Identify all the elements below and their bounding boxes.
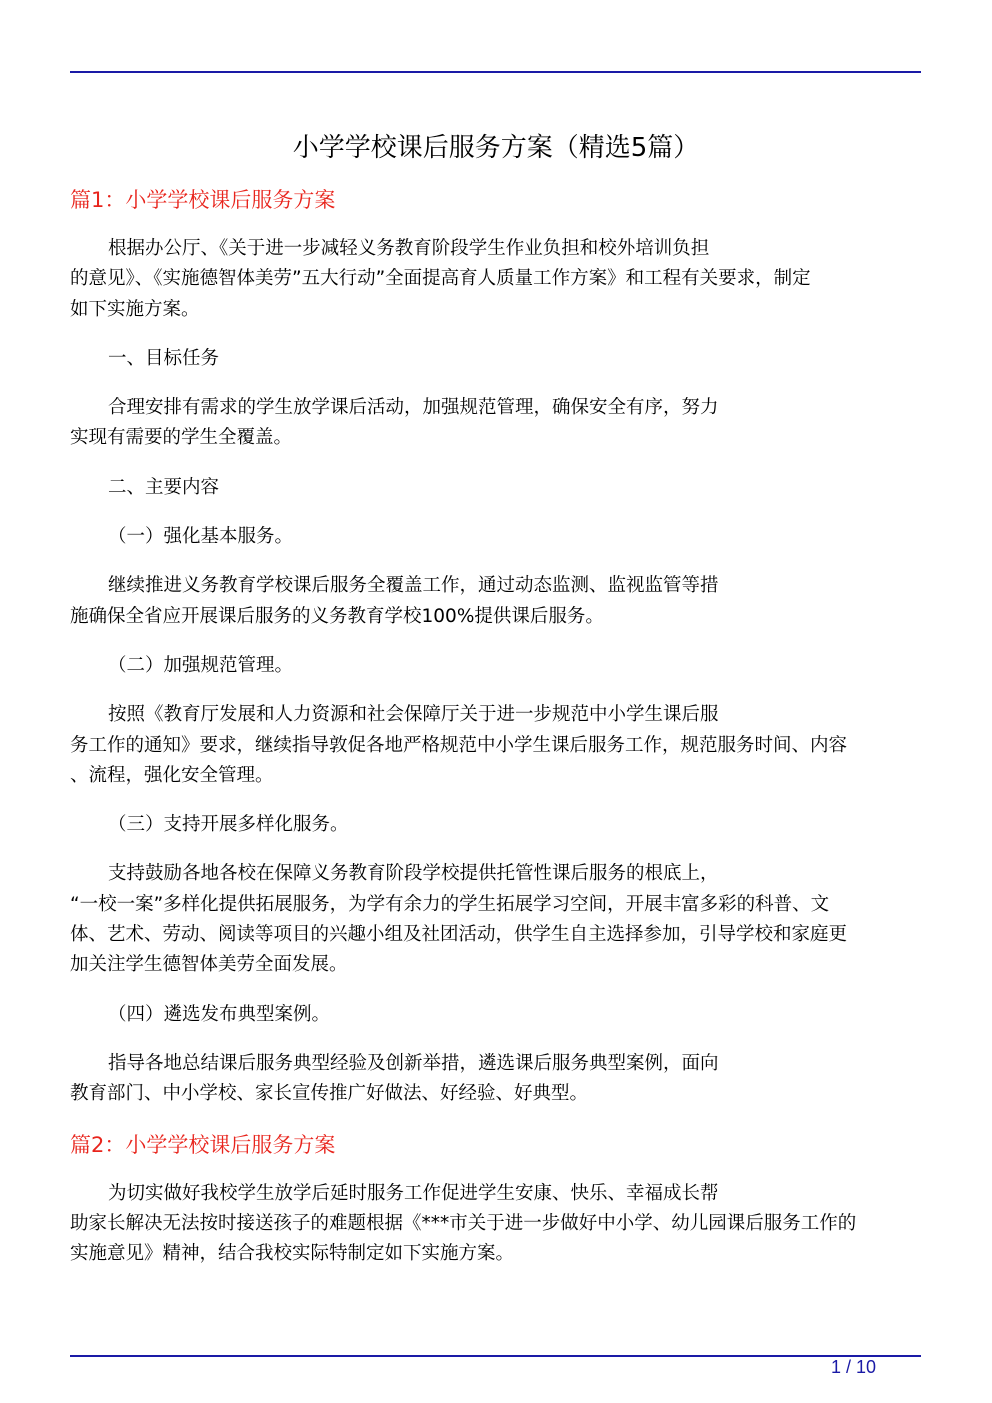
text-line: （二）加强规范管理。 xyxy=(108,654,294,676)
text-line: 体、艺术、劳动、阅读等项目的兴趣小组及社团活动，供学生自主选择参加，引导学校和家庭更 xyxy=(70,924,848,946)
text-line: 实现有需要的学生全覆盖。 xyxy=(70,427,293,449)
document-body xyxy=(70,128,922,1288)
paragraph xyxy=(70,1000,922,1030)
page-number: 1 / 10 xyxy=(830,1357,876,1377)
header-rule xyxy=(70,71,921,73)
text-line: （一）强化基本服务。 xyxy=(108,526,294,548)
text-line: 为切实做好我校学生放学后延时服务工作促进学生安康、快乐、幸福成长帮 xyxy=(108,1182,719,1204)
paragraph xyxy=(70,810,922,840)
text-line: 如下实施方案。 xyxy=(70,298,200,320)
text-line: 合理安排有需求的学生放学课后活动，加强规范管理，确保安全有序，努力 xyxy=(108,397,719,419)
document-title: 小学学校课后服务方案（精选5篇） xyxy=(292,133,700,163)
paragraph xyxy=(70,571,922,632)
paragraph xyxy=(70,473,922,503)
text-line: 务工作的通知》要求，继续指导敦促各地严格规范中小学生课后服务工作，规范服务时间、内容 xyxy=(70,734,848,756)
text-line: 、流程，强化安全管理。 xyxy=(70,764,274,786)
text-line: 支持鼓励各地各校在保障义务教育阶段学校提供托管性课后服务的根底上， xyxy=(108,863,719,885)
paragraph xyxy=(70,234,922,325)
text-line: 一、目标任务 xyxy=(108,347,220,369)
text-line: 实施意见》精神，结合我校实际特制定如下实施方案。 xyxy=(70,1243,515,1265)
section-heading: 篇1：小学学校课后服务方案 xyxy=(70,188,336,212)
text-line: 根据办公厅、《关于进一步减轻义务教育阶段学生作业负担和校外培训负担 xyxy=(108,238,710,259)
paragraph xyxy=(70,651,922,681)
text-line: “一校一案”多样化提供拓展服务，为学有余力的学生拓展学习空间，开展丰富多彩的科普、文 xyxy=(70,893,830,915)
text-line: 二、主要内容 xyxy=(108,476,220,498)
paragraph xyxy=(70,1179,922,1270)
paragraph xyxy=(70,700,922,791)
text-line: 按照《教育厅发展和人力资源和社会保障厅关于进一步规范中小学生课后服 xyxy=(108,704,719,726)
paragraph xyxy=(70,344,922,374)
text-line: 指导各地总结课后服务典型经验及创新举措，遴选课后服务典型案例，面向 xyxy=(108,1052,719,1074)
text-line: 继续推进义务教育学校课后服务全覆盖工作，通过动态监测、监视监管等措 xyxy=(108,575,719,597)
paragraph xyxy=(70,1049,922,1110)
text-line: 的意见》、《实施德智体美劳”五大行动”全面提高育人质量工作方案》和工程有关要求，制定 xyxy=(70,268,811,290)
paragraph xyxy=(70,859,922,980)
section-heading: 篇2：小学学校课后服务方案 xyxy=(70,1132,336,1157)
text-line: 加关注学生德智体美劳全面发展。 xyxy=(70,954,348,976)
text-line: 教育部门、中小学校、家长宣传推广好做法、好经验、好典型。 xyxy=(70,1083,589,1105)
paragraph xyxy=(70,522,922,552)
text-line: （三）支持开展多样化服务。 xyxy=(108,814,349,836)
text-line: 施确保全省应开展课后服务的义务教育学校100%提供课后服务。 xyxy=(70,605,604,627)
footer-rule xyxy=(70,1355,921,1357)
text-line: 助家长解决无法按时接送孩子的难题根据《***市关于进一步做好中小学、幼儿园课后服务工作的 xyxy=(70,1212,857,1234)
paragraph xyxy=(70,393,922,454)
text-line: （四）遴选发布典型案例。 xyxy=(108,1003,331,1025)
